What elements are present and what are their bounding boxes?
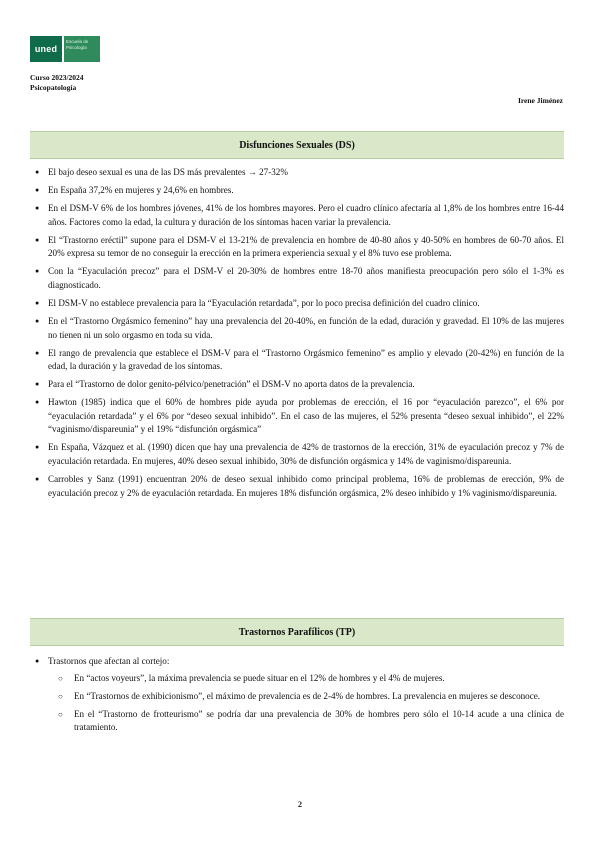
- sub-list-item: ○ En “Trastornos de exhibicionismo”, el máximo de prevalencia es de 2-4% de hombres. La prevalencia en mujeres se desconoce.: [48, 690, 564, 704]
- disfunciones-list: [30, 166, 564, 505]
- list-item: ● El rango de prevalencia que establece el DSM-V para el “Trastorno Orgásmico femenino” es amplio y elevado (20-42%) en función de la edad, la duración y la gravedad de los síntomas.: [30, 347, 564, 374]
- sub-list-item: ○ En “actos voyeurs”, la máxima prevalencia se puede situar en el 12% de hombres y el 4% de mujeres.: [48, 672, 564, 686]
- course-year: Curso 2023/2024: [30, 73, 84, 82]
- list-item: ● Hawton (1985) indica que el 60% de hombres pide ayuda por problemas de erección, el 16 por “eyaculación parezco”, el 6% por “eyaculación retardada” y el 6% por “deseo sexual inhibido”. En el caso de las mujeres, el 52% presenta “deseo sexual inhibido”, el 22% “vaginismo/dispareunia” y el 19% “disfunción orgásmica”: [30, 396, 564, 437]
- list-item: ● En España 37,2% en mujeres y 24,6% en hombres.: [30, 184, 564, 198]
- course-info: [30, 73, 84, 92]
- list-item: ● El DSM-V no establece prevalencia para la “Eyaculación retardada”, por lo poco precisa definición del cuadro clínico.: [30, 297, 564, 311]
- course-subject: Psicopatología: [30, 82, 77, 92]
- list-item: [30, 655, 564, 735]
- uned-logo: [30, 36, 100, 62]
- section-header-parafilicos: Trastornos Parafílicos (TP): [30, 618, 564, 646]
- list-item: ● En España, Vázquez et al. (1990) dicen que hay una prevalencia de 42% de trastornos de la erección, 31% de eyaculación precoz y 7% de eyaculación retardada. En mujeres, 40% deseo sexual inhibido, 30% de disfunción orgásmica y 14% de vaginismo/dispareunia.: [30, 441, 564, 468]
- sub-list-item: ○ En el “Trastorno de frotteurismo” se podría dar una prevalencia de 30% de hombres pero sólo el 10-14 acude a una clínica de tratamiento.: [48, 708, 564, 735]
- author-name: Irene Jiménez: [517, 96, 563, 105]
- list-item: ● El bajo deseo sexual es una de las DS más prevalentes → 27-32%: [30, 166, 564, 180]
- list-item: ● En el DSM-V 6% de los hombres jóvenes, 41% de los hombres mayores. Pero el cuadro clínico afectaría al 1,8% de los hombres entre 16-44 años. Factores como la edad, la cultura y duración de los síntomas hacen variar la prevalencia.: [30, 202, 564, 229]
- list-item: ● Con la “Eyaculación precoz” para el DSM-V el 20-30% de hombres entre 18-70 años manifiesta preocupación pero sólo el 1-3% es diagnosticado.: [30, 265, 564, 292]
- page-number: 2: [298, 800, 302, 809]
- list-item: ● Carrobles y Sanz (1991) encuentran 20% de deseo sexual inhibido como principal problema, 16% de problemas de erección, 9% de eyaculación precoz y 2% de eyaculación retardada. En mujeres 18% disfunción orgásmica, 2% deseo inhibido y 1% vaginismo/dispareunia.: [30, 473, 564, 500]
- list-item-intro: Trastornos que afectan al cortejo:: [48, 656, 170, 666]
- parafilicos-sublist: [48, 672, 564, 735]
- uned-logo-mark: uned: [30, 36, 62, 62]
- list-item: ● En el “Trastorno Orgásmico femenino” hay una prevalencia del 20-40%, en función de la edad, duración y gravedad. El 10% de las mujeres no tienen ni un solo orgasmo en toda su vida.: [30, 315, 564, 342]
- list-item: ● Para el “Trastorno de dolor genito-pélvico/penetración” el DSM-V no aporta datos de la prevalencia.: [30, 378, 564, 392]
- uned-logo-subtitle: Escuela de Psicología: [64, 36, 100, 62]
- section-header-disfunciones: Disfunciones Sexuales (DS): [30, 131, 564, 159]
- parafilicos-list: [30, 655, 564, 739]
- list-item: ● El “Trastorno eréctil” supone para el DSM-V el 13-21% de prevalencia en hombre de 40-80 años y 40-50% en hombres de 60-70 años. El 20% expresa su temor de no conseguir la erección en la primera experiencia sexual y el 8% tuvo ese problema.: [30, 234, 564, 261]
